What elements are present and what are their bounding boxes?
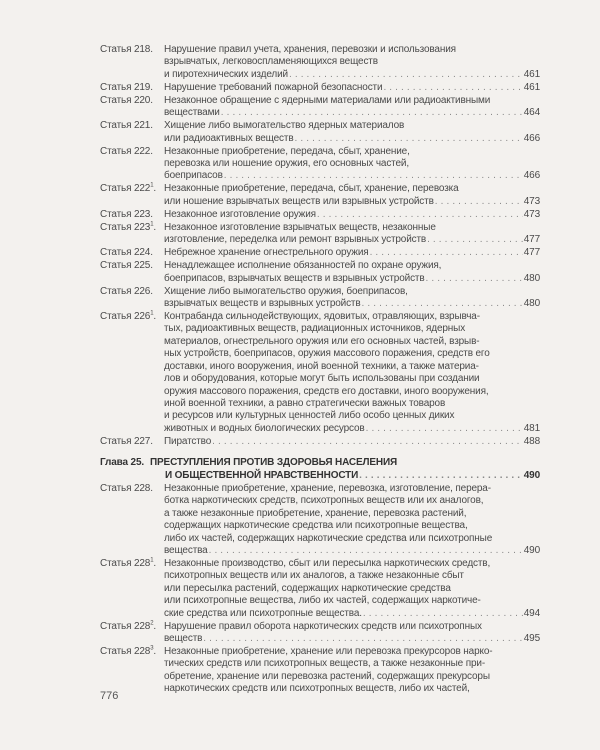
toc-entry: [100, 483, 540, 557]
entry-page: 480: [523, 272, 540, 284]
article-label: [100, 95, 164, 120]
entry-text-line: веществами: [164, 107, 220, 119]
toc-entry: [100, 146, 540, 183]
article-superscript: 1: [150, 557, 154, 564]
page-number: 776: [100, 690, 119, 702]
entry-text-line: оружия массового поражения, средств его доставки, иного вооружения,: [164, 385, 489, 397]
entry-text-line: взрывчатых веществ и взрывных устройств: [164, 298, 361, 310]
toc-entry: [100, 120, 540, 145]
article-label: [100, 260, 164, 285]
chapter-title-line: ПРЕСТУПЛЕНИЯ ПРОТИВ ЗДОРОВЬЯ НАСЕЛЕНИЯ: [150, 457, 398, 469]
toc-group: [100, 44, 540, 448]
entry-text-line: доставки, иного вооружения, иной военной техники, а также материа-: [164, 360, 479, 372]
article-label: [100, 146, 164, 183]
entry-page: 473: [523, 195, 540, 207]
entry-text-line: и пиротехнических изделий: [164, 68, 288, 80]
entry-page: 461: [523, 81, 540, 93]
entry-text-line: а также незаконные приобретение, хранение, перевозка растений,: [164, 507, 467, 519]
article-number: Статья 226: [100, 311, 151, 323]
toc-group: [100, 483, 540, 696]
entry-page: 466: [523, 132, 540, 144]
article-label: Статья $226^1$.: [100, 310, 157, 323]
toc-entry: [100, 95, 540, 120]
table-of-contents: [100, 44, 540, 696]
entry-page: 490: [523, 544, 540, 556]
entry-page: 495: [523, 633, 540, 644]
toc-entry: [100, 621, 540, 646]
chapter-title-line: И ОБЩЕСТВЕННОЙ НРАВСТВЕННОСТИ: [165, 469, 359, 481]
entry-page: 466: [523, 170, 540, 182]
entry-text-line: боеприпасов: [164, 170, 223, 182]
entry-text-line: или пересылка растений, содержащих наркотические средства: [164, 582, 451, 594]
article-number: Статья 222.: [100, 145, 153, 157]
dot-leader: [224, 170, 523, 182]
entry-text-line: Пиратство: [164, 435, 212, 447]
dot-leader: [362, 298, 523, 310]
toc-entry: [100, 247, 540, 259]
entry-text-line: Нарушение правил учета, хранения, перевозки и использования: [164, 44, 456, 55]
dot-leader: [363, 608, 523, 620]
entry-text-line: Незаконное изготовление взрывчатых веществ, незаконные: [164, 221, 436, 233]
toc-entry: [100, 82, 540, 94]
article-label: Статья $223^1$.: [100, 221, 157, 233]
entry-text-line: обретение, хранение или перевозка растений, содержащих прекурсоры: [164, 670, 490, 682]
entry-text-line: тых, радиоактивных веществ, радиационных источников, ядерных: [164, 323, 466, 335]
article-number: Статья 219.: [100, 81, 153, 93]
dot-leader: [435, 196, 523, 208]
article-label: [100, 82, 164, 94]
toc-entry: [100, 558, 540, 620]
chapter-heading: [100, 457, 540, 482]
article-number: Статья 228: [100, 557, 151, 569]
toc-entry: [100, 311, 540, 435]
entry-text-line: животных и водных биологических ресурсов: [164, 422, 365, 434]
article-number: Статья 228.: [100, 482, 153, 494]
toc-entry: [100, 209, 540, 221]
dot-leader: [427, 234, 523, 246]
article-number: Статья 228: [100, 646, 151, 657]
entry-text-line: изготовление, переделка или ремонт взрывных устройств: [164, 234, 427, 246]
entry-page: 461: [523, 68, 540, 80]
article-number: Статья 218.: [100, 44, 153, 55]
article-superscript: 2: [150, 620, 154, 627]
dot-leader: [317, 209, 523, 221]
entry-text-line: Контрабанда сильнодействующих, ядовитых, отравляющих, взрывча-: [164, 311, 480, 323]
dot-leader: [426, 273, 523, 285]
article-label: Статья $228^1$.: [100, 557, 157, 569]
toc-entry: [100, 260, 540, 285]
entry-text-line: лов и оборудования, которые могут быть использованы при создании: [164, 373, 480, 385]
article-number: Статья 225.: [100, 260, 153, 272]
entry-text-line: Небрежное хранение огнестрельного оружия: [164, 247, 369, 259]
entry-text-line: веществ: [164, 633, 203, 644]
entry-text-line: иной военной техники, а равно стратегически важных товаров: [164, 397, 446, 409]
entry-text-line: или ношение взрывчатых веществ или взрывных устройств: [164, 195, 434, 207]
entry-text-line: Незаконные производство, сбыт или пересылка наркотических средств,: [164, 557, 491, 569]
entry-text-line: Ненадлежащее исполнение обязанностей по охране оружия,: [164, 260, 442, 272]
entry-page: 488: [523, 435, 540, 447]
entry-text-line: наркотических средств или психотропных веществ, либо их частей,: [164, 683, 470, 695]
entry-text-line: Нарушение правил оборота наркотических средств или психотропных: [164, 620, 482, 632]
dot-leader: [359, 470, 523, 482]
entry-text-line: Незаконные приобретение, передача, сбыт, хранение,: [164, 145, 410, 157]
toc-entry: [100, 44, 540, 81]
article-label: [100, 209, 164, 221]
entry-text-line: Незаконные приобретение, передача, сбыт, хранение, перевозка: [164, 183, 459, 195]
entry-text-line: Незаконное обращение с ядерными материалами или радиоактивными: [164, 94, 491, 106]
entry-text-line: ские средства или психотропные вещества.: [164, 607, 362, 619]
toc-entry: [100, 436, 540, 448]
article-number: Статья 224.: [100, 247, 153, 259]
article-number: Статья 221.: [100, 120, 153, 132]
dot-leader: [383, 82, 522, 94]
entry-text-line: Нарушение требований пожарной безопасности: [164, 81, 383, 93]
toc-entry: [100, 646, 540, 696]
article-number: Статья 222: [100, 183, 151, 195]
article-superscript: 1: [150, 310, 154, 317]
entry-text-line: психотропных веществ или их аналогов, а также незаконные сбыт: [164, 570, 464, 582]
article-label: Статья $222^1$.: [100, 183, 157, 195]
entry-page: 473: [523, 208, 540, 220]
article-number: Статья 223: [100, 221, 151, 233]
article-number: Статья 227.: [100, 435, 153, 447]
toc-entry: [100, 286, 540, 311]
entry-page: 480: [523, 298, 540, 310]
entry-text-line: содержащих наркотические средства или психотропные вещества,: [164, 520, 468, 532]
dot-leader: [289, 69, 523, 81]
entry-text-line: материалов, огнестрельного оружия или его основных частей, взрыв-: [164, 335, 480, 347]
dot-leader: [370, 247, 523, 259]
article-label: Статья $228^3$.: [100, 645, 157, 657]
article-label: [100, 483, 164, 557]
entry-text-line: перевозка или ношение оружия, его основных частей,: [164, 158, 409, 170]
article-label: [100, 247, 164, 259]
dot-leader: [366, 423, 523, 435]
article-superscript: 1: [150, 183, 154, 190]
article-label: [100, 120, 164, 145]
entry-text-line: вещества: [164, 544, 208, 556]
entry-text-line: Незаконное изготовление оружия: [164, 208, 316, 220]
article-label: Статья $228^2$.: [100, 620, 157, 632]
entry-text-line: или психотропные вещества, либо их частей, содержащих наркотиче-: [164, 595, 481, 607]
chapter-label: Глава 25.: [100, 457, 144, 469]
dot-leader: [209, 545, 523, 557]
toc-entry: [100, 222, 540, 247]
article-label: [100, 286, 164, 311]
entry-text-line: боеприпасов, взрывчатых веществ и взрывных устройств: [164, 272, 425, 284]
entry-text-line: или радиоактивных веществ: [164, 132, 294, 144]
entry-text-line: взрывчатых, легковоспламеняющихся веществ: [164, 56, 378, 68]
entry-text-line: ных устройств, боеприпасов, оружия массового поражения, средств его: [164, 348, 490, 360]
entry-page: 481: [523, 422, 540, 434]
article-number: Статья 228: [100, 620, 151, 632]
dot-leader: [221, 107, 523, 119]
entry-text-line: ботка наркотических средств, психотропных веществ или их аналогов,: [164, 495, 484, 507]
entry-text-line: и ресурсов или культурных ценностей либо особо ценных диких: [164, 410, 455, 422]
entry-page: 494: [523, 607, 540, 619]
article-superscript: 3: [150, 645, 154, 652]
dot-leader: [203, 633, 522, 645]
toc-entry: [100, 183, 540, 208]
dot-leader: [295, 133, 523, 145]
article-number: Статья 226.: [100, 285, 153, 297]
entry-text-line: либо их частей, содержащих наркотические средства или психотропные: [164, 532, 493, 544]
article-number: Статья 220.: [100, 94, 153, 106]
entry-text-line: Хищение либо вымогательство оружия, боеприпасов,: [164, 285, 408, 297]
dot-leader: [212, 436, 523, 448]
entry-text-line: тических средств или психотропных веществ, а также незаконные при-: [164, 658, 485, 670]
article-number: Статья 223.: [100, 208, 153, 220]
entry-text-line: Незаконные приобретение, хранение или перевозка прекурсоров нарко-: [164, 646, 493, 657]
entry-text-line: Незаконные приобретение, хранение, перевозка, изготовление, перера-: [164, 482, 491, 494]
article-label: [100, 436, 164, 448]
entry-page: 477: [523, 247, 540, 259]
article-label: [100, 44, 164, 81]
entry-page: 464: [523, 107, 540, 119]
entry-page: 477: [523, 234, 540, 246]
entry-text-line: Хищение либо вымогательство ядерных материалов: [164, 120, 405, 132]
chapter-page: 490: [523, 469, 540, 481]
article-superscript: 1: [150, 221, 154, 228]
